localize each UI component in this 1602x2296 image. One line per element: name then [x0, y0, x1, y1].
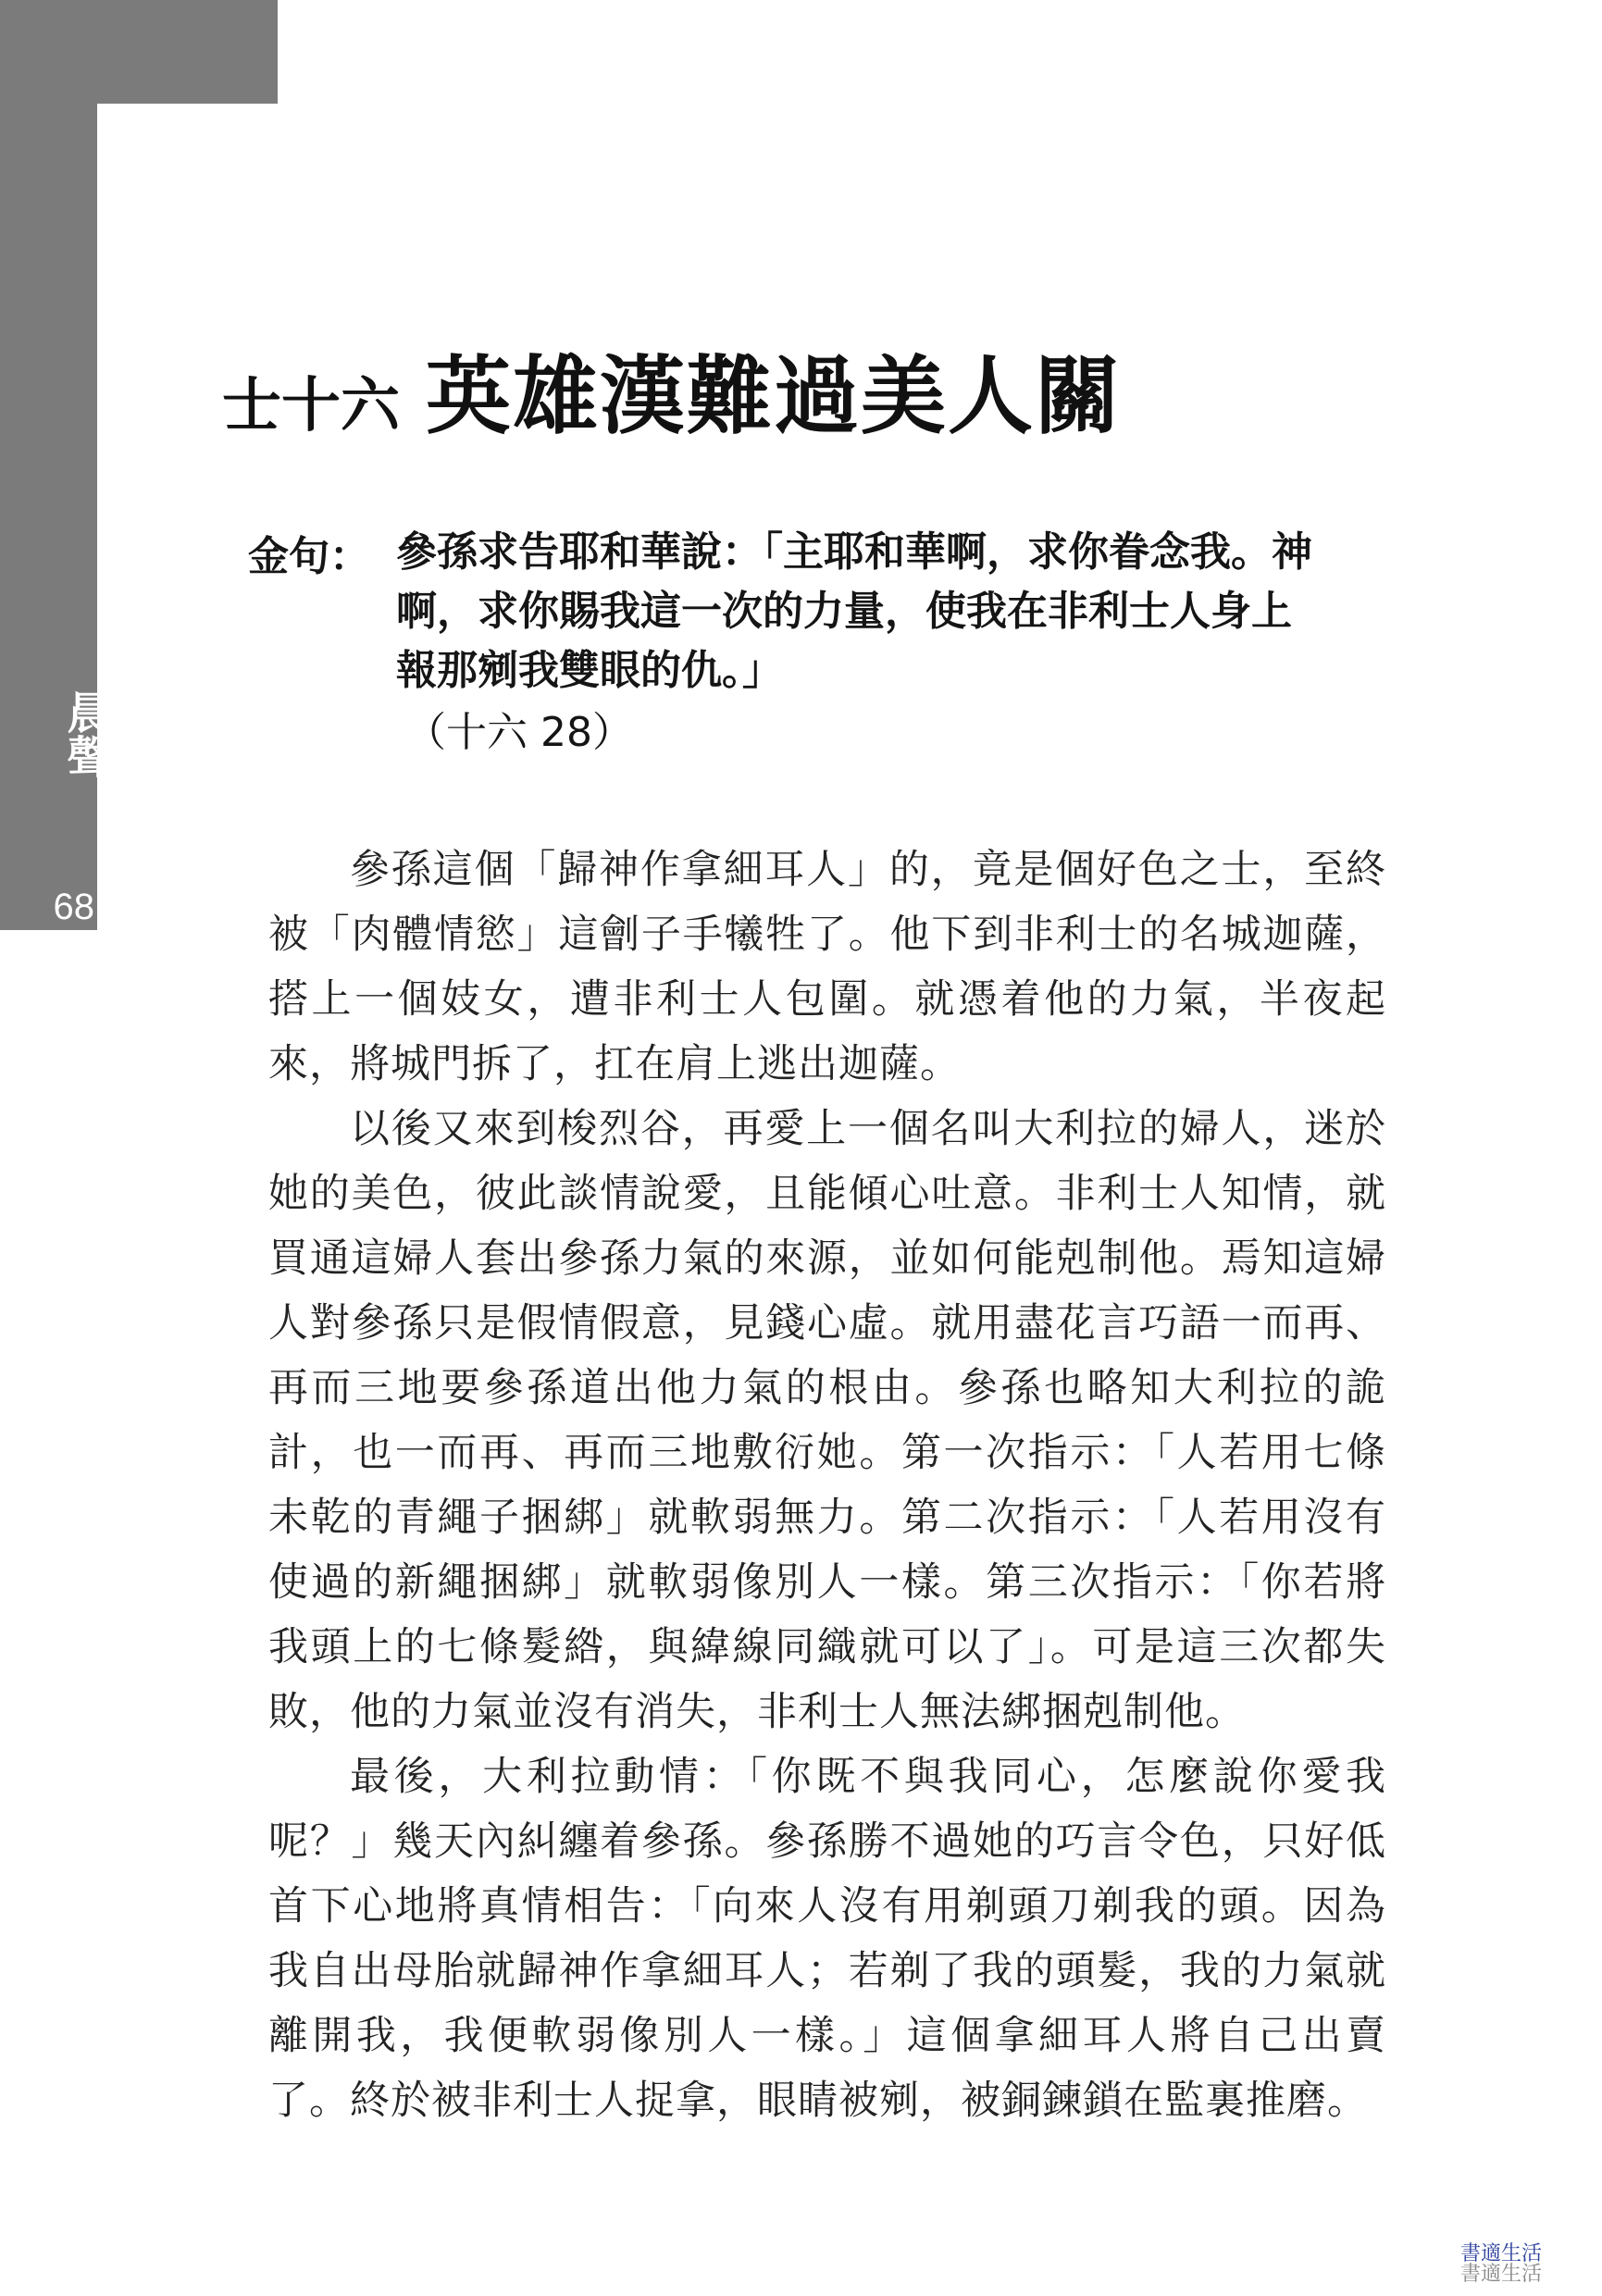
watermark-line-2: 書適生活 [1459, 2263, 1542, 2286]
watermark-line-1: 書適生活 [1459, 2242, 1542, 2265]
paragraph-3: 最後，大利拉動情：「你既不與我同心，怎麼說你愛我呢？」幾天內糾纏着參孫。參孫勝不過她的巧言令色，只好低首下心地將真情相告：「向來人沒有用剃頭刀剃我的頭。因為我自出母胎就歸神作拿細耳人；若剃了我的頭髮，我的力氣就離開我，我便軟弱像別人一樣。」這個拿細耳人將自己出賣了。終於被非利士人捉拿，眼睛被剜，被銅鍊鎖在監裏推磨。 [268, 1754, 1386, 2124]
paragraph-1: 參孫這個「歸神作拿細耳人」的，竟是個好色之士，至終被「肉體情慾」這劊子手犧牲了。他下到非利士的名城迦薩，搭上一個妓女，遭非利士人包圍。就憑着他的力氣，半夜起來，將城門拆了，扛在肩上逃出迦薩。 [268, 847, 1386, 1087]
chapter-heading [222, 329, 1122, 451]
watermark [1460, 2244, 1542, 2285]
page-number: 68 [53, 887, 94, 927]
paragraph-2: 以後又來到梭烈谷，再愛上一個名叫大利拉的婦人，迷於她的美色，彼此談情說愛，且能傾心吐意。非利士人知情，就買通這婦人套出參孫力氣的來源，並如何能剋制他。焉知這婦人對參孫只是假情假意，見錢心虛。就用盡花言巧語一而再、再而三地要參孫道出他力氣的根由。參孫也略知大利拉的詭計，也一而再、再而三地敷衍她。第一次指示：「人若用七條未乾的青繩子捆綁」就軟弱無力。第二次指示：「人若用沒有使過的新繩捆綁」就軟弱像別人一樣。第三次指示：「你若將我頭上的七條髮綹，與緯線同織就可以了」。可是這三次都失敗，他的力氣並沒有消失，非利士人無法綁捆剋制他。 [268, 1106, 1386, 1735]
body-text [268, 838, 1386, 2133]
chapter-title: 英雄漢難過美人關 [426, 346, 1123, 446]
golden-verse-label: 金句： [248, 533, 370, 580]
chapter-number: 士十六 [222, 371, 400, 441]
golden-verse-text: 參孫求告耶和華說：「主耶和華啊，求你眷念我。神啊，求你賜我這一次的力量，使我在非利士人身上報那剜我雙眼的仇。」 [396, 528, 1312, 694]
sidebar-tab [0, 0, 97, 930]
book-title: 晨聲 [59, 689, 111, 778]
golden-verse-reference: （十六 28） [405, 709, 633, 756]
